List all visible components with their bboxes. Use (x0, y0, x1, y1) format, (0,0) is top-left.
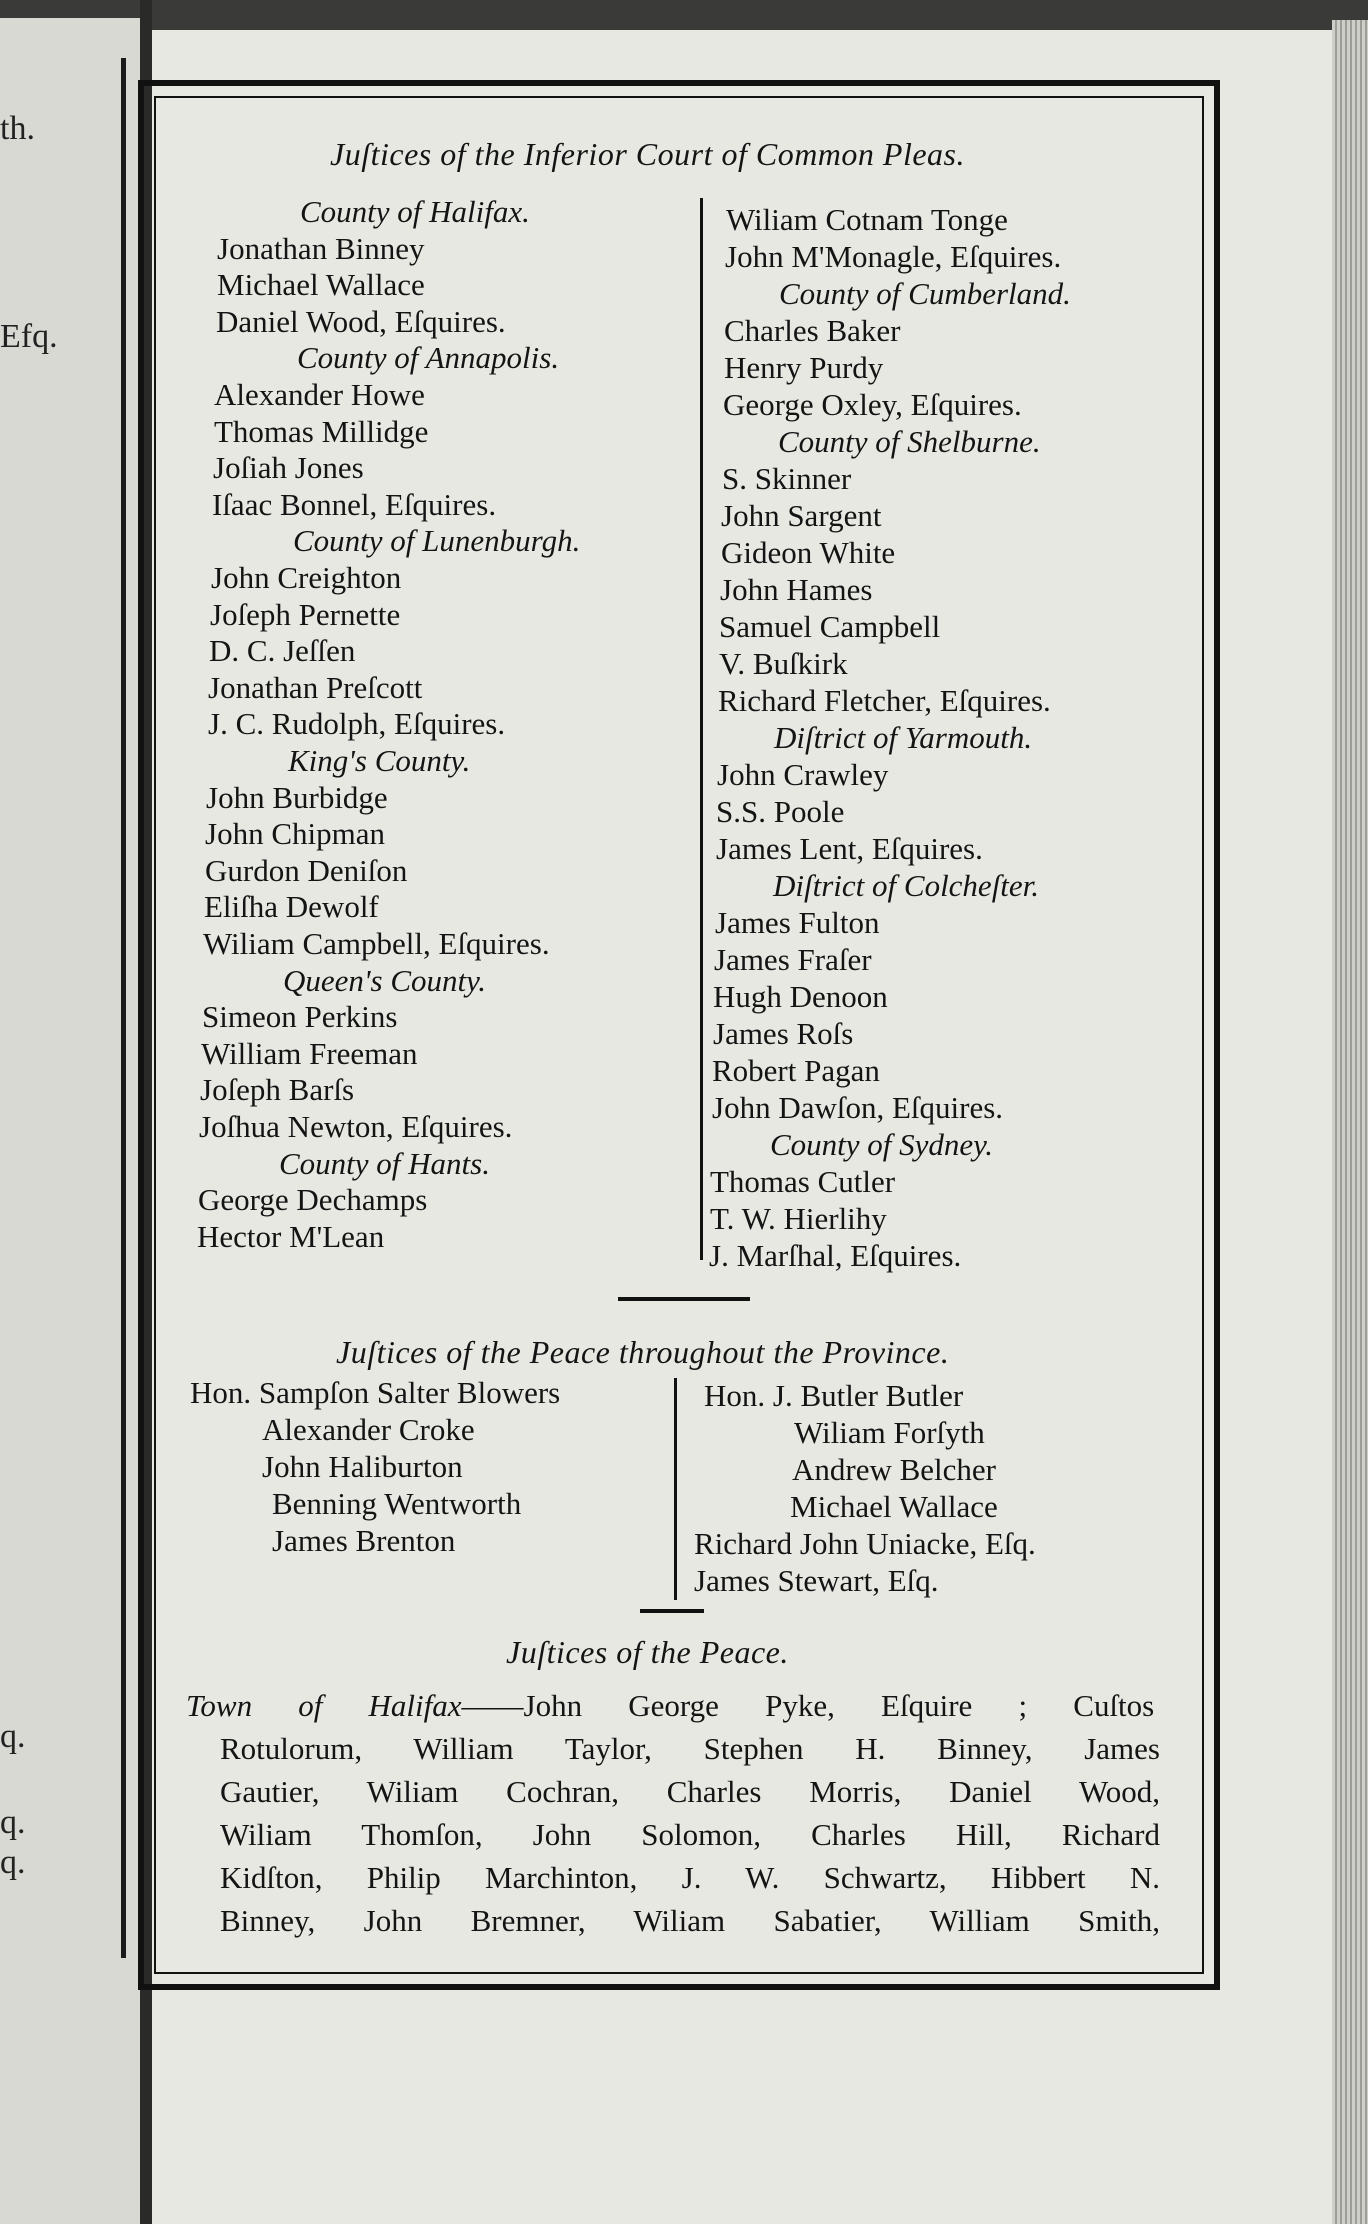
paragraph-line: Town of Halifax——John George Pyke, Eſquire ; Cuſtos (186, 1688, 1155, 1723)
justice-name: John Haliburton (262, 1449, 463, 1484)
county-subheading: County of Halifax. (300, 194, 530, 229)
justice-name: Hector M'Lean (197, 1219, 385, 1254)
justice-name: Jonathan Preſcott (208, 670, 423, 705)
justice-name: Wiliam Cotnam Tonge (726, 202, 1008, 237)
paragraph-line: Wiliam Thomſon, John Solomon, Charles Hill, Richard (220, 1817, 1160, 1852)
justice-name: Michael Wallace (790, 1489, 998, 1524)
justice-name: Richard John Uniacke, Eſq. (694, 1526, 1036, 1561)
justice-name: Michael Wallace (217, 267, 425, 302)
justice-name: Andrew Belcher (792, 1452, 996, 1487)
justice-name: Henry Purdy (724, 350, 884, 385)
section-title-inferior-court: Juſtices of the Inferior Court of Common Pleas. (330, 136, 965, 172)
justice-name: Joſeph Barſs (200, 1072, 355, 1107)
county-subheading: Diſtrict of Yarmouth. (774, 720, 1033, 755)
justice-name: Gideon White (721, 535, 896, 570)
county-subheading: County of Lunenburgh. (293, 523, 581, 558)
justice-name: George Dechamps (198, 1182, 428, 1217)
justice-name: James Fulton (715, 905, 880, 940)
left-page-fragment: Efq. (0, 318, 58, 355)
column-divider (700, 198, 703, 1260)
justice-name: James Lent, Eſquires. (716, 831, 983, 866)
column-divider (674, 1378, 677, 1600)
left-page-fragment: q. (0, 1844, 26, 1881)
county-subheading: County of Cumberland. (779, 276, 1071, 311)
justice-name: John Crawley (717, 757, 889, 792)
county-subheading: County of Hants. (279, 1146, 490, 1181)
town-label: Town of Halifax (186, 1688, 462, 1723)
justice-name: Alexander Croke (262, 1412, 475, 1447)
justice-name: Joſeph Pernette (210, 597, 401, 632)
justice-name: Wiliam Forſyth (794, 1415, 985, 1450)
justice-name: Gurdon Deniſon (205, 853, 408, 888)
justice-name: Robert Pagan (712, 1053, 880, 1088)
justice-name: Thomas Cutler (710, 1164, 896, 1199)
justice-name: James Stewart, Eſq. (694, 1563, 939, 1598)
justice-name: Jonathan Binney (217, 231, 425, 266)
justice-name: John Creighton (211, 560, 402, 595)
justice-name: Hugh Denoon (713, 979, 888, 1014)
left-page-fragment: q. (0, 1804, 26, 1841)
county-subheading: Queen's County. (283, 963, 486, 998)
justice-name: Thomas Millidge (214, 414, 429, 449)
justice-name: Charles Baker (724, 313, 901, 348)
justice-name: Iſaac Bonnel, Eſquires. (212, 487, 497, 522)
justice-name: Hon. J. Butler Butler (704, 1378, 964, 1413)
justice-name: J. C. Rudolph, Eſquires. (208, 706, 506, 741)
section-title-peace: Juſtices of the Peace. (506, 1634, 789, 1670)
paragraph-line: Kidſton, Philip Marchinton, J. W. Schwartz, Hibbert N. (220, 1860, 1160, 1895)
justice-name: John Hames (720, 572, 873, 607)
justice-name: S. Skinner (722, 461, 852, 496)
justice-name: Joſiah Jones (213, 450, 364, 485)
justice-name: John Sargent (721, 498, 882, 533)
justice-name: Simeon Perkins (202, 999, 398, 1034)
county-subheading: County of Annapolis. (297, 340, 560, 375)
justice-name: Richard Fletcher, Eſquires. (718, 683, 1051, 718)
county-subheading: County of Sydney. (770, 1127, 993, 1162)
justice-name: James Roſs (713, 1016, 854, 1051)
section-separator (640, 1609, 704, 1613)
justice-name: Joſhua Newton, Eſquires. (199, 1109, 513, 1144)
justice-name: James Fraſer (714, 942, 872, 977)
justice-name: D. C. Jeſſen (209, 633, 356, 668)
paragraph-line: Rotulorum, William Taylor, Stephen H. Binney, James (220, 1731, 1160, 1766)
justice-name: Benning Wentworth (272, 1486, 522, 1521)
justice-name: John M'Monagle, Eſquires. (725, 239, 1062, 274)
justice-name: Hon. Sampſon Salter Blowers (190, 1375, 561, 1410)
left-page-fragment: q. (0, 1718, 26, 1755)
justice-name: J. Marſhal, Eſquires. (709, 1238, 962, 1273)
justice-name: William Freeman (201, 1036, 418, 1071)
justice-name: Daniel Wood, Eſquires. (216, 304, 506, 339)
justice-name: T. W. Hierlihy (710, 1201, 887, 1236)
justice-name: George Oxley, Eſquires. (723, 387, 1022, 422)
justice-name: John Chipman (205, 816, 385, 851)
section-title-peace-province: Juſtices of the Peace throughout the Province. (336, 1334, 950, 1370)
paragraph-line: Binney, John Bremner, Wiliam Sabatier, William Smith, (220, 1903, 1160, 1938)
left-page-fragment: th. (0, 110, 35, 147)
justice-name: S.S. Poole (716, 794, 845, 829)
justice-name: Samuel Campbell (719, 609, 941, 644)
justice-name: James Brenton (272, 1523, 456, 1558)
county-subheading: King's County. (288, 743, 471, 778)
paragraph-line: Gautier, Wiliam Cochran, Charles Morris, Daniel Wood, (220, 1774, 1160, 1809)
section-separator (618, 1297, 750, 1301)
county-subheading: County of Shelburne. (778, 424, 1041, 459)
county-subheading: Diſtrict of Colcheſter. (773, 868, 1040, 903)
justice-name: Alexander Howe (214, 377, 425, 412)
justice-name: V. Buſkirk (719, 646, 848, 681)
justice-name: John Dawſon, Eſquires. (712, 1090, 1004, 1125)
justice-name: Eliſha Dewolf (204, 889, 379, 924)
justice-name: Wiliam Campbell, Eſquires. (203, 926, 550, 961)
justice-name: John Burbidge (206, 780, 388, 815)
